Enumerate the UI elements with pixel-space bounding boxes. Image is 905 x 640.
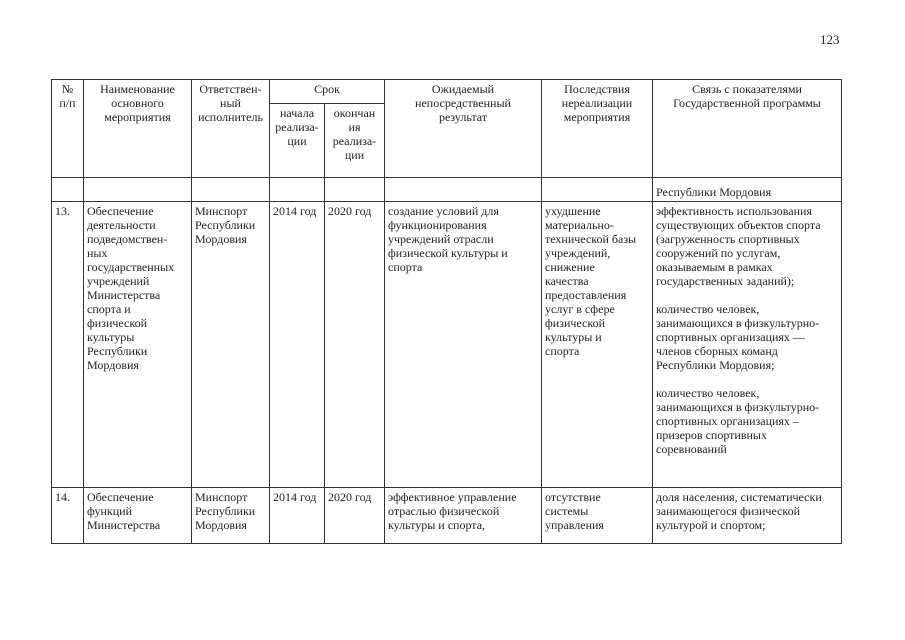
row-name: Обеспечение деятельности подведомствен- ных государственных учреждений Министерства спорта и физической культуры Республики Мордовия: [84, 202, 192, 488]
header-num: № п/п: [52, 80, 84, 178]
row-responsible: Минспорт Республики Мордовия: [192, 488, 270, 544]
row-responsible: Минспорт Республики Мордовия: [192, 202, 270, 488]
row-consequences: отсутствие системы управления: [542, 488, 653, 544]
link-item: количество человек, занимающихся в физкультурно- спортивных организациях — членов сборных команд Республики Мордовия;: [656, 302, 820, 372]
row-result: эффективное управление отраслью физической культуры и спорта,: [385, 488, 542, 544]
row-num: 14.: [52, 488, 84, 544]
header-term: Срок: [270, 80, 385, 104]
row-start: 2014 год: [270, 202, 325, 488]
row-end: 2020 год: [325, 202, 385, 488]
continuation-cell: [52, 178, 84, 202]
row-num: 13.: [52, 202, 84, 488]
continuation-cell: [270, 178, 325, 202]
header-start: начала реализа- ции: [270, 104, 325, 178]
header-result: Ожидаемый непосредственный результат: [385, 80, 542, 178]
row-link: доля населения, систематически занимающегося физической культурой и спортом;: [653, 488, 842, 544]
continuation-cell: [192, 178, 270, 202]
page-number: 123: [820, 32, 840, 47]
header-end: окончан ия реализа- ции: [325, 104, 385, 178]
header-row-1: [52, 80, 842, 104]
continuation-row: [52, 178, 842, 202]
link-item: количество человек, занимающихся в физкультурно- спортивных организациях – призеров спортивных соревнований: [656, 386, 820, 456]
link-item: эффективность использования существующих объектов спорта (загруженность спортивных сооружений по услугам, оказываемым в рамках государственных заданий);: [656, 204, 821, 288]
continuation-cell: [385, 178, 542, 202]
row-link: [653, 202, 842, 488]
row-end: 2020 год: [325, 488, 385, 544]
table-row: [52, 202, 842, 488]
continuation-cell: [325, 178, 385, 202]
continuation-link: Республики Мордовия: [653, 178, 842, 202]
header-responsible: Ответствен- ный исполнитель: [192, 80, 270, 178]
header-name: Наименование основного мероприятия: [84, 80, 192, 178]
continuation-cell: [542, 178, 653, 202]
continuation-cell: [84, 178, 192, 202]
header-link: Связь с показателями Государственной программы: [653, 80, 842, 178]
row-result: создание условий для функционирования учреждений отрасли физической культуры и спорта: [385, 202, 542, 488]
activities-table: [51, 79, 842, 544]
row-start: 2014 год: [270, 488, 325, 544]
row-consequences: ухудшение материально- технической базы учреждений, снижение качества предоставления услуг в сфере физической культуры и спорта: [542, 202, 653, 488]
table-row: [52, 488, 842, 544]
row-name: Обеспечение функций Министерства: [84, 488, 192, 544]
header-consequences: Последствия нереализации мероприятия: [542, 80, 653, 178]
